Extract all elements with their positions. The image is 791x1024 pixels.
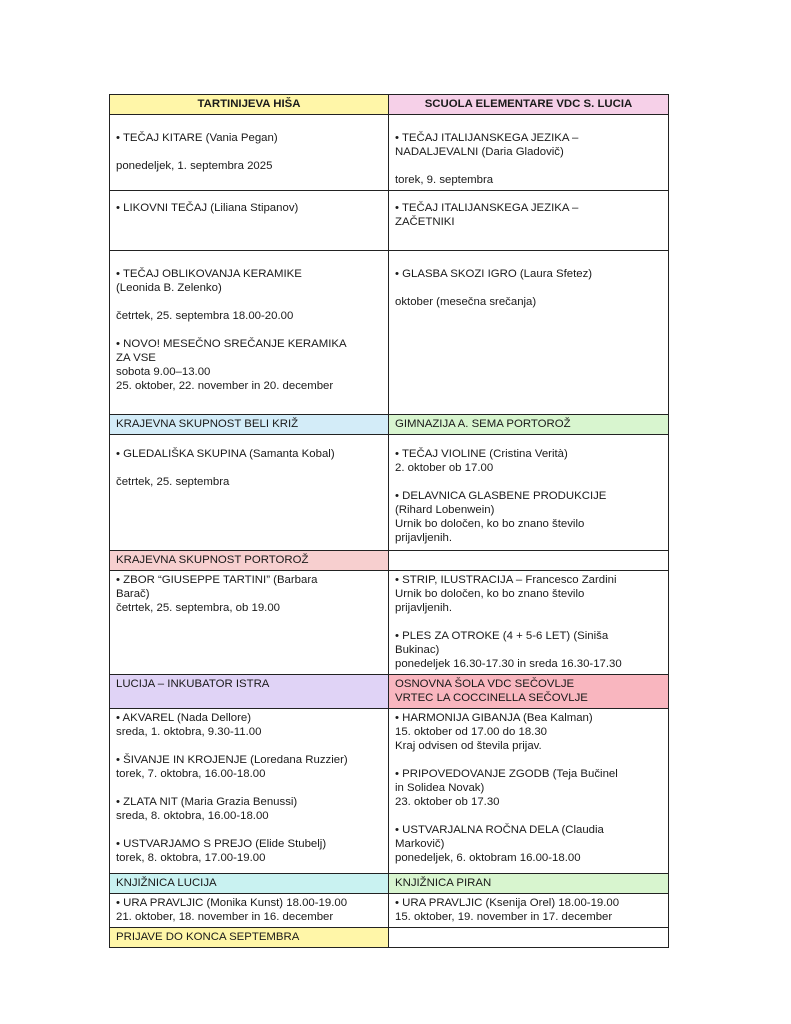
header-scuola-elementare: SCUOLA ELEMENTARE VDC S. LUCIA [389, 95, 669, 115]
header-vrtec-coccinella: VRTEC LA COCCINELLA SEČOVLJE [395, 692, 588, 704]
header-os-secovlje [389, 675, 669, 709]
line-gap [395, 809, 662, 823]
text-line: Bukinac) [395, 644, 440, 656]
text-line: • TEČAJ ITALIJANSKEGA JEZIKA – [395, 132, 579, 144]
text-line: 25. oktober, 22. november in 20. december [116, 380, 334, 392]
text-line: Urnik bo določen, ko bo znano število [395, 588, 585, 600]
footer-prijave: PRIJAVE DO KONCA SEPTEMBRA [110, 928, 389, 948]
cell-italijanski-zacetniki [389, 191, 669, 251]
text-line: • DELAVNICA GLASBENE PRODUKCIJE [395, 490, 607, 502]
text-line: ZA VSE [116, 352, 156, 364]
text-line: • AKVAREL (Nada Dellore) [116, 712, 252, 724]
cell-ura-pravljic-piran [389, 894, 669, 928]
text-line: • PLES ZA OTROKE (4 + 5-6 LET) (Siniša [395, 630, 609, 642]
line-gap [395, 753, 662, 767]
line-gap [395, 475, 662, 489]
cell-strip-ples [389, 571, 669, 675]
cell-lucija-delavnice [110, 709, 389, 874]
text-line: • HARMONIJA GIBANJA (Bea Kalman) [395, 712, 593, 724]
cell-likovni-tecaj [110, 191, 389, 251]
text-line: četrtek, 25. septembra [116, 476, 230, 488]
line-gap [116, 461, 382, 475]
text-line: 15. oktober od 17.00 do 18.30 [395, 726, 547, 738]
text-line: torek, 7. oktobra, 16.00-18.00 [116, 768, 266, 780]
line-gap [116, 323, 382, 337]
header-blank-portoroz [389, 551, 669, 571]
cell-italijanski-nadaljevalni [389, 115, 669, 191]
line-gap [116, 823, 382, 837]
program-table [109, 94, 669, 948]
line-gap [116, 739, 382, 753]
line-gap [116, 145, 382, 159]
header-knjiznica-lucija: KNJIŽNICA LUCIJA [110, 874, 389, 894]
text-line: • USTVARJAMO S PREJO (Elide Stubelj) [116, 838, 327, 850]
text-line: prijavljenih. [395, 602, 452, 614]
text-line: • TEČAJ OBLIKOVANJA KERAMIKE [116, 268, 302, 280]
text-line: • TEČAJ ITALIJANSKEGA JEZIKA – [395, 202, 579, 214]
text-line: ponedeljek, 6. oktobram 16.00-18.00 [395, 852, 581, 864]
line-gap [395, 159, 662, 173]
cell-gledaliska-skupina [110, 435, 389, 551]
text-line: • NOVO! MESEČNO SREČANJE KERAMIKA [116, 338, 347, 350]
text-line: NADALJEVALNI (Daria Gladovič) [395, 146, 564, 158]
text-line: sreda, 1. oktobra, 9.30-11.00 [116, 726, 262, 738]
text-line: • USTVARJALNA ROČNA DELA (Claudia [395, 824, 604, 836]
text-line: • URA PRAVLJIC (Monika Kunst) 18.00-19.00 [116, 897, 348, 909]
text-line: • LIKOVNI TEČAJ (Liliana Stipanov) [116, 202, 299, 214]
text-line: Markovič) [395, 838, 445, 850]
text-line: • URA PRAVLJIC (Ksenija Orel) 18.00-19.00 [395, 897, 620, 909]
text-line: • TEČAJ VIOLINE (Cristina Verità) [395, 448, 568, 460]
header-os-secovlje-line1: OSNOVNA ŠOLA VDC SEČOVLJE [395, 678, 575, 690]
header-lucija-inkubator: LUCIJA – INKUBATOR ISTRA [110, 675, 389, 709]
text-line: (Rihard Lobenwein) [395, 504, 495, 516]
text-line: Urnik bo določen, ko bo znano število [395, 518, 585, 530]
line-gap [116, 295, 382, 309]
line-gap [116, 781, 382, 795]
text-line: četrtek, 25. septembra, ob 19.00 [116, 602, 280, 614]
cell-glasba-skozi-igro [389, 251, 669, 415]
text-line: 15. oktober, 19. november in 17. december [395, 911, 613, 923]
header-ks-beli-kriz: KRAJEVNA SKUPNOST BELI KRIŽ [110, 415, 389, 435]
header-knjiznica-piran: KNJIŽNICA PIRAN [389, 874, 669, 894]
text-line: torek, 8. oktobra, 17.00-19.00 [116, 852, 266, 864]
text-line: Kraj odvisen od števila prijav. [395, 740, 542, 752]
text-line: • TEČAJ KITARE (Vania Pegan) [116, 132, 278, 144]
text-line: oktober (mesečna srečanja) [395, 296, 537, 308]
text-line: torek, 9. septembra [395, 174, 494, 186]
cell-zbor-giuseppe-tartini [110, 571, 389, 675]
text-line: (Leonida B. Zelenko) [116, 282, 222, 294]
footer-blank [389, 928, 669, 948]
text-line: prijavljenih. [395, 532, 452, 544]
text-line: sobota 9.00–13.00 [116, 366, 211, 378]
text-line: Barač) [116, 588, 150, 600]
line-gap [395, 615, 662, 629]
header-ks-portoroz: KRAJEVNA SKUPNOST PORTOROŽ [110, 551, 389, 571]
cell-gimnazija-tecaji [389, 435, 669, 551]
cell-secovlje-delavnice [389, 709, 669, 874]
header-tartinijeva-hisa: TARTINIJEVA HIŠA [110, 95, 389, 115]
text-line: ZAČETNIKI [395, 216, 455, 228]
text-line: sreda, 8. oktobra, 16.00-18.00 [116, 810, 269, 822]
cell-keramika [110, 251, 389, 415]
cell-tecaj-kitare [110, 115, 389, 191]
line-gap [395, 281, 662, 295]
text-line: in Solidea Novak) [395, 782, 485, 794]
header-gimnazija-portoroz: GIMNAZIJA A. SEMA PORTOROŽ [389, 415, 669, 435]
text-line: • ŠIVANJE IN KROJENJE (Loredana Ruzzier) [116, 754, 348, 766]
text-line: ponedeljek 16.30-17.30 in sreda 16.30-17.30 [395, 658, 622, 670]
text-line: 2. oktober ob 17.00 [395, 462, 494, 474]
text-line: ponedeljek, 1. septembra 2025 [116, 160, 273, 172]
text-line: 23. oktober ob 17.30 [395, 796, 500, 808]
text-line: • ZBOR “GIUSEPPE TARTINI” (Barbara [116, 574, 318, 586]
text-line: • PRIPOVEDOVANJE ZGODB (Teja Bučinel [395, 768, 618, 780]
text-line: 21. oktober, 18. november in 16. december [116, 911, 334, 923]
text-line: • GLEDALIŠKA SKUPINA (Samanta Kobal) [116, 448, 335, 460]
text-line: • GLASBA SKOZI IGRO (Laura Sfetez) [395, 268, 593, 280]
text-line: • ZLATA NIT (Maria Grazia Benussi) [116, 796, 298, 808]
text-line: četrtek, 25. septembra 18.00-20.00 [116, 310, 294, 322]
text-line: • STRIP, ILUSTRACIJA – Francesco Zardini [395, 574, 617, 586]
cell-ura-pravljic-lucija [110, 894, 389, 928]
